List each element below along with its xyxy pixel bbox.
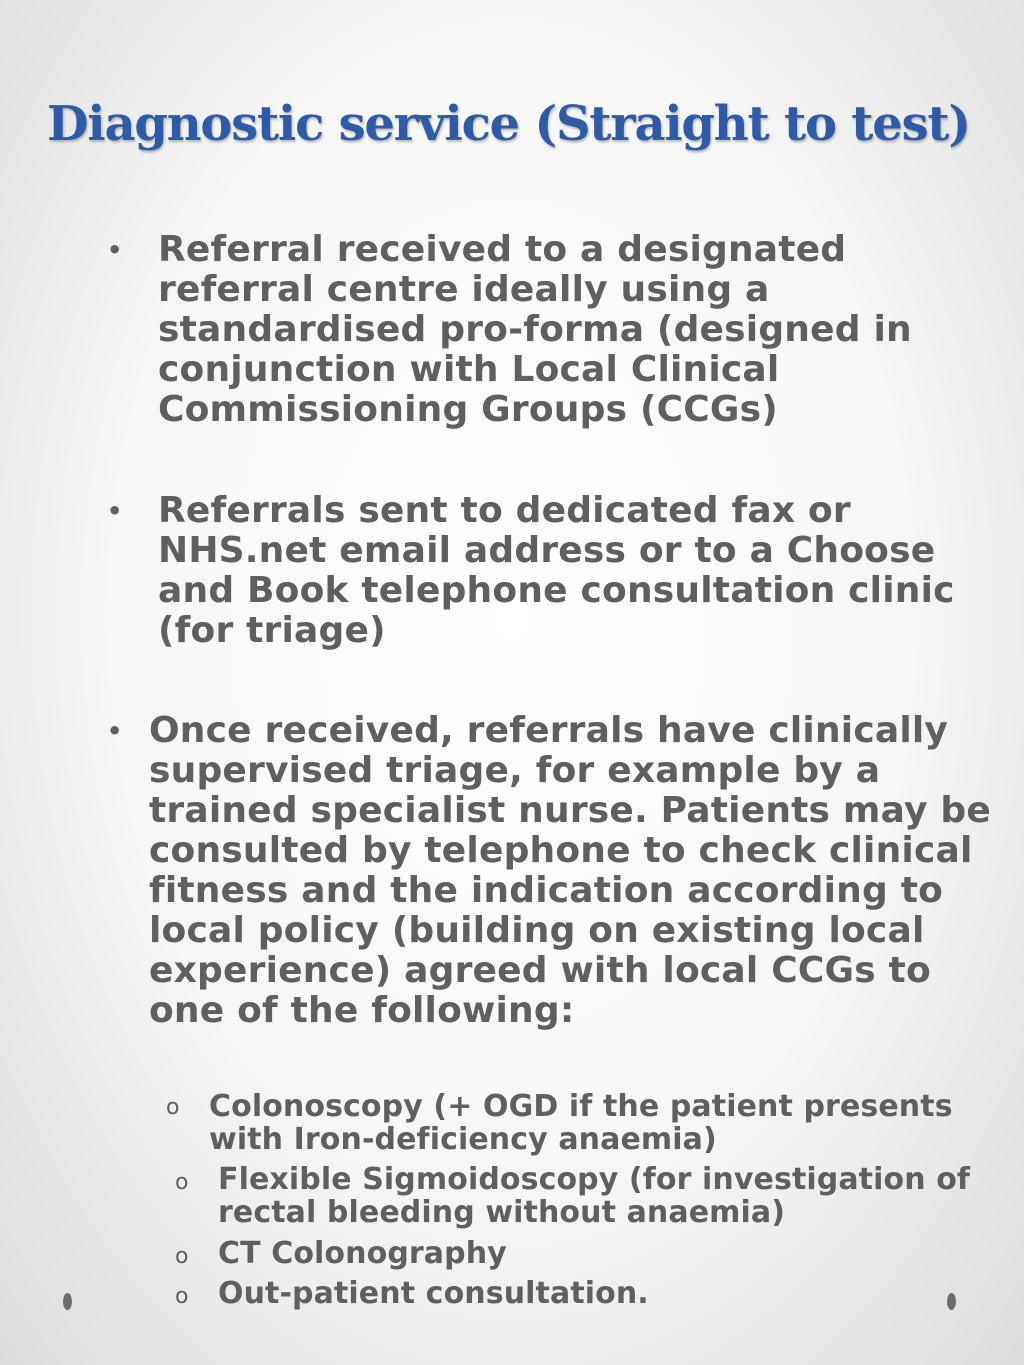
bullet-marker: • <box>107 497 123 525</box>
sub-bullet-colonoscopy <box>0 1090 1024 1160</box>
sub-bullet-marker: o <box>175 1284 189 1309</box>
sub-bullet-marker: o <box>166 1095 180 1120</box>
bullet-item-referral-received <box>0 230 1024 440</box>
sub-bullet-marker: o <box>175 1244 189 1269</box>
bullet-item-once-received <box>0 711 1024 1041</box>
sub-bullet-out-patient-consultation <box>0 1277 1024 1313</box>
slide-title: Diagnostic service (Straight to test) <box>47 96 970 152</box>
sub-bullet-ct-colonography <box>0 1237 1024 1273</box>
sub-bullet-text: Out-patient consultation. <box>218 1276 649 1311</box>
sub-bullet-text: Flexible Sigmoidoscopy (for investigation of rectal bleeding without anaemia) <box>218 1162 971 1230</box>
sub-bullet-marker: o <box>175 1170 189 1195</box>
bullet-text: Once received, referrals have clinically supervised triage, for example by a trained specialist nurse. Patients may be consulted by telephone to check clinical fitness and the indication according to local policy (building on existing local experience) agreed with local CCGs to one of the following: <box>149 710 992 1031</box>
decorative-oval-left <box>63 1293 72 1310</box>
sub-bullet-text: Colonoscopy (+ OGD if the patient presents with Iron-deficiency anaemia) <box>209 1089 953 1157</box>
bullet-text: Referrals sent to dedicated fax or NHS.net email address or to a Choose and Book telephone consultation clinic (for triage) <box>158 490 955 651</box>
sub-bullet-flexible-sigmoidoscopy <box>0 1163 1024 1233</box>
bullet-text: Referral received to a designated referral centre ideally using a standardised pro-forma (designed in conjunction with Local Clinical Commissioning Groups (CCGs) <box>158 229 912 430</box>
bullet-marker: • <box>107 717 123 745</box>
decorative-oval-right <box>947 1293 956 1310</box>
sub-bullet-text: CT Colonography <box>218 1236 507 1271</box>
bullet-item-referrals-sent <box>0 491 1024 661</box>
bullet-marker: • <box>107 236 123 264</box>
